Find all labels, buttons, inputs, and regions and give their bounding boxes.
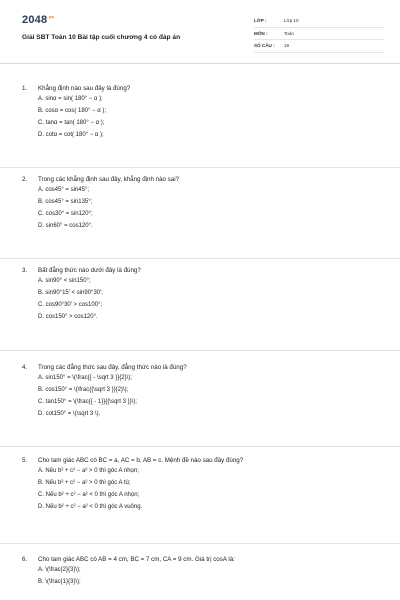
question-number: 3. [22,266,28,274]
answer-option[interactable]: C. cos90°30′ > cos100°; [38,302,103,308]
question-text: Bất đẳng thức nào dưới đây là đúng? [38,266,141,274]
answer-option[interactable]: D. cotα = cot( 180° − α ); [38,132,104,138]
answer-option[interactable]: C. tan150° = \(\frac{{ - 1}}{{\sqrt 3 }}\); [38,399,137,405]
answer-option[interactable]: B. sin90°15′ < sin90°30′; [38,290,103,296]
question-4 [22,362,382,420]
answer-option[interactable]: C. Nếu b² + c² − a² < 0 thì góc A nhọn; [38,492,140,498]
question-6 [22,554,382,588]
divider [0,167,400,168]
answer-option[interactable]: C. cos30° = sin120°; [38,211,93,217]
meta-key: LỚP : [254,18,267,24]
question-number: 5. [22,456,28,464]
answer-option[interactable]: D. Nếu b² + c² − a² < 0 thì góc A vuông. [38,504,143,510]
answer-option[interactable]: B. cos45° = sin135°; [38,199,93,205]
answer-option[interactable]: A. sinα = sin( 180° − α ); [38,96,103,102]
question-number: 1. [22,84,28,92]
question-3 [22,265,382,323]
divider [0,350,400,351]
answer-option[interactable]: A. cos45° = sin45°; [38,187,89,193]
page-header [0,0,400,64]
divider [0,258,400,259]
document-title: Giải SBT Toán 10 Bài tập cuối chương 4 có đáp án [22,34,181,41]
meta-key: MÔN : [254,30,268,36]
question-number: 2. [22,175,28,183]
question-text: Cho tam giác ABC có AB = 4 cm, BC = 7 cm, CA = 9 cm. Giá trị cosA là: [38,555,235,563]
answer-option[interactable]: B. Nếu b² + c² − a² > 0 thì góc A tù; [38,480,131,486]
logo-suffix: .vn [47,14,55,20]
answer-option[interactable]: A. sin150° = \(\frac{{ - \sqrt 3 }}{2}\); [38,375,132,381]
meta-row-class [254,15,384,28]
meta-table [254,15,384,53]
question-1 [22,83,382,141]
divider [0,446,400,447]
meta-row-count [254,40,384,53]
answer-option[interactable]: B. \(\frac{1}{3}\); [38,579,81,585]
question-number: 4. [22,363,28,371]
question-text: Khẳng định nào sau đây là đúng? [38,84,131,92]
answer-option[interactable]: A. \(\frac{2}{3}\); [38,567,81,573]
meta-key: SỐ CÂU : [254,43,275,49]
answer-option[interactable]: B. cosα = cos( 180° − α ); [38,108,107,114]
answer-option[interactable]: D. cos150° > cos120°. [38,314,98,320]
question-text: Cho tam giác ABC có BC = a, AC = b, AB = c. Mệnh đề nào sau đây đúng? [38,456,244,464]
meta-row-subject [254,28,384,41]
question-5 [22,455,382,513]
logo-text: 2048 [22,14,48,26]
meta-value: 18 [284,43,290,49]
answer-option[interactable]: D. cot150° = \(\sqrt 3 \). [38,411,101,417]
question-text: Trong các đẳng thức sau đây, đẳng thức nào là đúng? [38,363,187,371]
meta-value: Lớp 10 [284,18,299,24]
question-text: Trong các khẳng định sau đây, khẳng định nào sai? [38,175,180,183]
site-logo[interactable] [22,14,54,26]
meta-value: Toán [284,30,294,36]
answer-option[interactable]: B. cos150° = \(\frac{{\sqrt 3 }}{2}\); [38,387,129,393]
answer-option[interactable]: D. sin60° = cos120°. [38,223,93,229]
answer-option[interactable]: A. sin90° < sin150°; [38,278,91,284]
divider [0,543,400,544]
question-2 [22,174,382,232]
answer-option[interactable]: A. Nếu b² + c² − a² > 0 thì góc A nhọn; [38,468,139,474]
question-number: 6. [22,555,28,563]
answer-option[interactable]: C. tanα = tan( 180° − α ); [38,120,105,126]
